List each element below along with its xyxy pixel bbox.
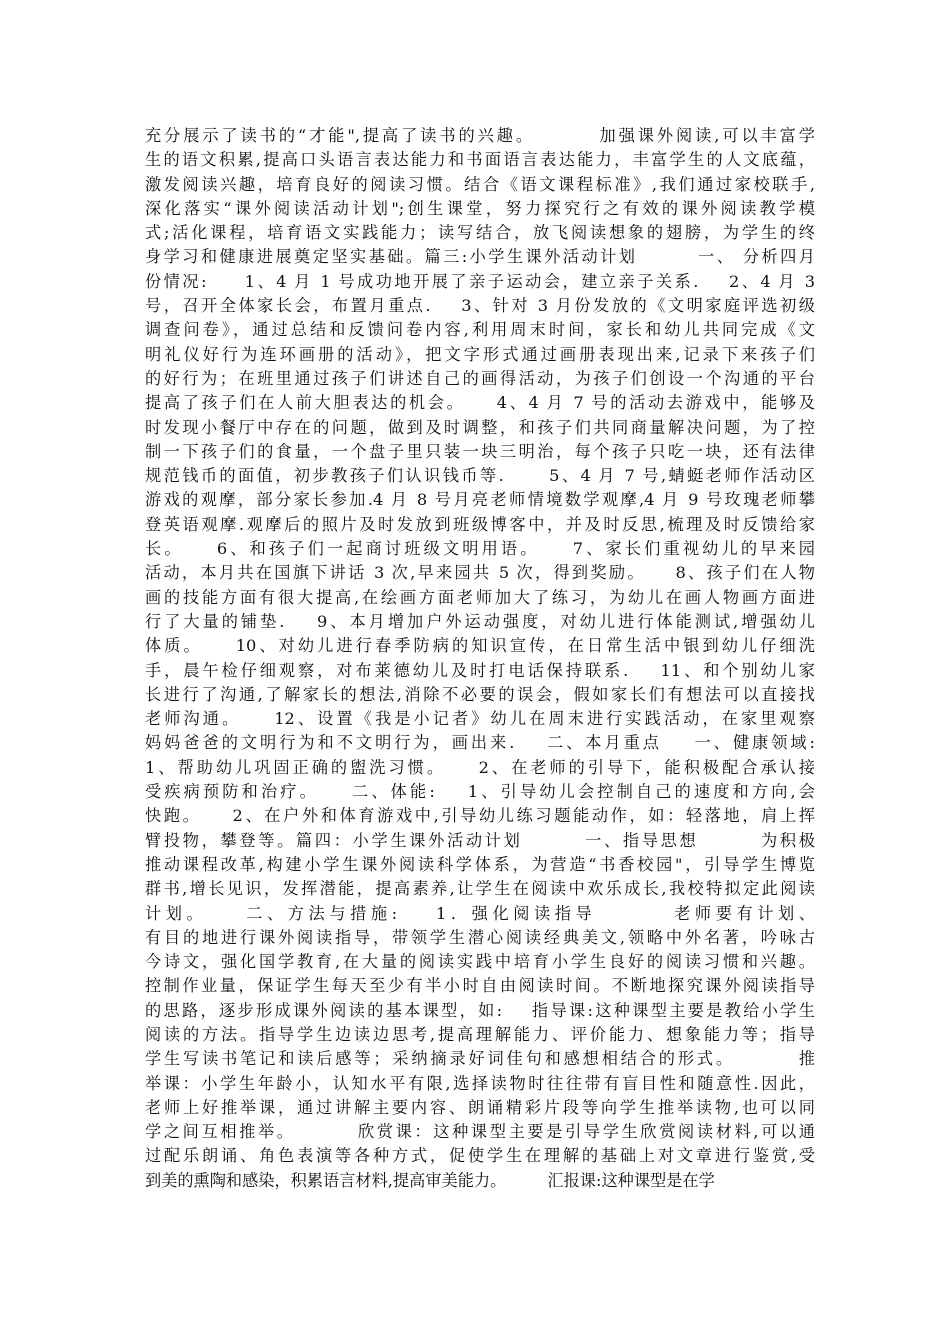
text-line: 调查问卷》，通过总结和反馈问卷内容,利用周末时间，家长和幼儿共同完成《文 (145, 320, 815, 340)
text-line: 推动课程改革,构建小学生课外阅读科学体系，为营造“书香校园"，引导学生博览 (145, 854, 815, 874)
text-line: 明礼仪好行为连环画册的活动》，把文字形式通过画册表现出来,记录下来孩子们 (145, 344, 815, 364)
text-line: 规范钱币的面值，初步教孩子们认识钱币等. 5、4 月 7 号,蜻蜓老师作活动区 (145, 466, 815, 486)
text-line: 老师上好推举课，通过讲解主要内容、朗诵精彩片段等向学生推举读物,也可以同 (145, 1097, 815, 1117)
text-line: 身学习和健康进展奠定坚实基础。篇三:小学生课外活动计划 一、 分析四月 (145, 247, 815, 267)
text-line: 长进行了沟通,了解家长的想法,消除不必要的误会，假如家长们有想法可以直接找 (145, 684, 815, 704)
text-line: 活动，本月共在国旗下讲话 3 次,早来园共 5 次，得到奖励。 8、孩子们在人物 (145, 563, 815, 583)
text-line: 有目的地进行课外阅读指导，带领学生潜心阅读经典美文,领略中外名著，吟咏古 (145, 927, 815, 947)
text-line: 长。 6、和孩子们一起商讨班级文明用语。 7、家长们重视幼儿的早来园 (145, 539, 815, 559)
text-line: 妈妈爸爸的文明行为和不文明行为，画出来. 二、本月重点 一、健康领域: (145, 733, 815, 753)
text-line: 登英语观摩.观摩后的照片及时发放到班级博客中，并及时反思,梳理及时反馈给家 (145, 514, 815, 534)
text-line: 控制作业量，保证学生每天至少有半小时自由阅读时间。不断地探究课外阅读指导 (145, 976, 815, 996)
text-line: 学生写读书笔记和读后感等；采纳摘录好词佳句和感想相结合的形式。 推 (145, 1049, 815, 1069)
text-line: 的好行为；在班里通过孩子们讲述自己的画得活动，为孩子们创设一个沟通的平台 (145, 368, 815, 388)
text-line: 式;活化课程，培育语文实践能力；读写结合，放飞阅读想象的翅膀，为学生的终 (145, 223, 815, 243)
body-text (145, 124, 815, 1193)
text-line: 今诗文，强化国学教育,在大量的阅读实践中培育小学生良好的阅读习惯和兴趣。 (145, 952, 815, 972)
text-line: 时发现小餐厅中存在的问题，做到及时调整，和孩子们共同商量解决问题，为了控 (145, 417, 815, 437)
text-line: 受疾病预防和治疗。 二、体能: 1、引导幼儿会控制自己的速度和方向,会 (145, 782, 815, 802)
text-line: 老师沟通。 12、设置《我是小记者》幼儿在周末进行实践活动，在家里观察 (145, 709, 815, 729)
text-line: 份情况: 1、4 月 1 号成功地开展了亲子运动会，建立亲子关系. 2、4 月 3 (145, 271, 815, 291)
text-line: 到美的熏陶和感染，积累语言材料,提高审美能力。 汇报课:这种课型是在学 (145, 1170, 715, 1190)
text-line: 游戏的观摩，部分家长参加.4 月 8 号月亮老师情境数学观摩,4 月 9 号玫瑰老师攀 (145, 490, 815, 510)
text-line: 计划。 二、方法与措施: 1．强化阅读指导 老师要有计划、 (145, 903, 815, 923)
text-line: 体质。 10、对幼儿进行春季防病的知识宣传，在日常生活中银到幼儿仔细洗 (145, 636, 815, 656)
text-line: 1、帮助幼儿巩固正确的盥洗习惯。 2、在老师的引导下，能积极配合承认接 (145, 757, 815, 777)
text-line: 臂投物，攀登等。篇四：小学生课外活动计划 一、指导思想 为积极 (145, 830, 815, 850)
text-line: 快跑。 2、在户外和体育游戏中,引导幼儿练习题能动作，如：轻落地，肩上挥 (145, 806, 815, 826)
text-line: 制一下孩子们的食量，一个盘子里只装一块三明治，每个孩子只吃一块，还有法律 (145, 441, 815, 461)
text-line: 充分展示了读书的“才能",提高了读书的兴趣。 加强课外阅读,可以丰富学 (145, 126, 815, 145)
text-line: 激发阅读兴趣，培育良好的阅读习惯。结合《语文课程标准》,我们通过家校联手, (145, 174, 815, 194)
text-line: 举课：小学生年龄小，认知水平有限,选择读物时往往带有盲目性和随意性.因此， (145, 1073, 815, 1093)
text-line: 阅读的方法。指导学生边读边思考,提高理解能力、评价能力、想象能力等；指导 (145, 1024, 815, 1044)
text-line: 过配乐朗诵、角色表演等各种方式，促使学生在理解的基础上对文章进行鉴赏,受 (145, 1146, 815, 1166)
text-line: 提高了孩子们在人前大胆表达的机会。 4、4 月 7 号的活动去游戏中，能够及 (145, 393, 815, 413)
text-line: 手，晨午检仔细观察，对布莱德幼儿及时打电话保持联系. 11、和个别幼儿家 (145, 660, 815, 680)
text-line: 学之间互相推举。 欣赏课：这种课型主要是引导学生欣赏阅读材料,可以通 (145, 1122, 815, 1142)
text-line: 群书,增长见识，发挥潜能，提高素养,让学生在阅读中欢乐成长,我校特拟定此阅读 (145, 879, 815, 899)
text-line: 深化落实“课外阅读活动计划";创生课堂，努力探究行之有效的课外阅读教学模 (145, 198, 815, 218)
text-line: 行了大量的铺垫. 9、本月增加户外运动强度，对幼儿进行体能测试,增强幼儿 (145, 611, 815, 631)
text-line: 的思路，逐步形成课外阅读的基本课型，如: 指导课:这种课型主要是教给小学生 (145, 1000, 815, 1020)
text-line: 生的语文积累,提高口头语言表达能力和书面语言表达能力，丰富学生的人文底蕴， (145, 150, 815, 170)
text-line: 号，召开全体家长会，布置月重点. 3、针对 3 月份发放的《文明家庭评选初级 (145, 296, 815, 316)
text-line: 画的技能方面有很大提高,在绘画方面老师加大了练习，为幼儿在画人物画方面进 (145, 587, 815, 607)
